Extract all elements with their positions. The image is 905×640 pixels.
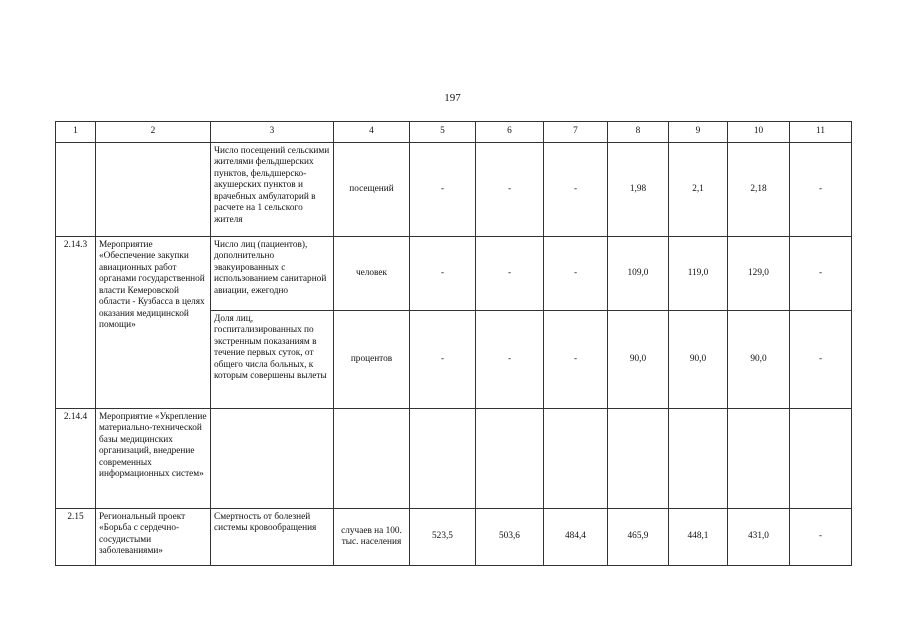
header-cell: 4 <box>334 122 410 143</box>
row-number-cell: 2.14.3 <box>56 237 96 409</box>
measure-cell: Мероприятие «Обеспечение закупки авиационных работ органами государственной власти Кемеровской области - Кузбасса в целях оказания медицинской помощи» <box>96 237 211 409</box>
unit-cell <box>334 409 410 509</box>
header-cell: 10 <box>728 122 790 143</box>
table-row <box>56 143 852 237</box>
value-cell: 129,0 <box>728 237 790 311</box>
indicator-cell <box>211 409 334 509</box>
value-cell: 90,0 <box>728 311 790 409</box>
page-number: 197 <box>444 92 461 104</box>
value-cell <box>476 409 544 509</box>
value-cell: - <box>790 509 852 566</box>
value-cell: 448,1 <box>669 509 728 566</box>
measure-cell: Мероприятие «Укрепление материально-технической базы медицинских организаций, внедрение современных информационных систем» <box>96 409 211 509</box>
header-cell: 6 <box>476 122 544 143</box>
header-cell: 11 <box>790 122 852 143</box>
value-cell: - <box>790 143 852 237</box>
value-cell: 484,4 <box>544 509 608 566</box>
value-cell <box>790 409 852 509</box>
value-cell <box>728 409 790 509</box>
header-cell: 3 <box>211 122 334 143</box>
measure-cell <box>96 143 211 237</box>
unit-cell: случаев на 100. тыс. населения <box>334 509 410 566</box>
value-cell: - <box>544 143 608 237</box>
value-cell: 503,6 <box>476 509 544 566</box>
table-row <box>56 509 852 566</box>
row-number-cell: 2.15 <box>56 509 96 566</box>
value-cell: 2,1 <box>669 143 728 237</box>
value-cell: - <box>476 311 544 409</box>
value-cell: 119,0 <box>669 237 728 311</box>
value-cell: 465,9 <box>608 509 669 566</box>
value-cell <box>410 409 476 509</box>
indicator-cell: Доля лиц, госпитализированных по экстренным показаниям в течение первых суток, от общего числа больных, к которым совершены вылеты <box>211 311 334 409</box>
indicator-cell: Число лиц (пациентов), дополнительно эвакуированных с использованием санитарной авиации, ежегодно <box>211 237 334 311</box>
value-cell: 109,0 <box>608 237 669 311</box>
header-cell: 8 <box>608 122 669 143</box>
value-cell: 1,98 <box>608 143 669 237</box>
value-cell: 90,0 <box>608 311 669 409</box>
value-cell: - <box>410 311 476 409</box>
indicators-table <box>55 121 852 566</box>
value-cell: 523,5 <box>410 509 476 566</box>
header-cell: 7 <box>544 122 608 143</box>
header-cell: 9 <box>669 122 728 143</box>
measure-cell: Региональный проект «Борьба с сердечно-сосудистыми заболеваниями» <box>96 509 211 566</box>
value-cell: - <box>544 237 608 311</box>
value-cell: - <box>476 143 544 237</box>
header-row <box>56 122 852 143</box>
row-number-cell <box>56 143 96 237</box>
table-row <box>56 237 852 311</box>
value-cell <box>544 409 608 509</box>
value-cell: 2,18 <box>728 143 790 237</box>
value-cell: 90,0 <box>669 311 728 409</box>
unit-cell: процентов <box>334 311 410 409</box>
unit-cell: человек <box>334 237 410 311</box>
indicator-cell: Число посещений сельскими жителями фельдшерских пунктов, фельдшерско-акушерских пунктов и врачебных амбулаторий в расчете на 1 сельского жителя <box>211 143 334 237</box>
indicator-cell: Смертность от болезней системы кровообращения <box>211 509 334 566</box>
row-number-cell: 2.14.4 <box>56 409 96 509</box>
value-cell: - <box>544 311 608 409</box>
value-cell <box>608 409 669 509</box>
header-cell: 2 <box>96 122 211 143</box>
table-row <box>56 409 852 509</box>
value-cell: - <box>790 237 852 311</box>
value-cell: - <box>410 143 476 237</box>
value-cell: - <box>410 237 476 311</box>
value-cell <box>669 409 728 509</box>
header-cell: 5 <box>410 122 476 143</box>
value-cell: 431,0 <box>728 509 790 566</box>
header-cell: 1 <box>56 122 96 143</box>
unit-cell: посещений <box>334 143 410 237</box>
value-cell: - <box>476 237 544 311</box>
value-cell: - <box>790 311 852 409</box>
